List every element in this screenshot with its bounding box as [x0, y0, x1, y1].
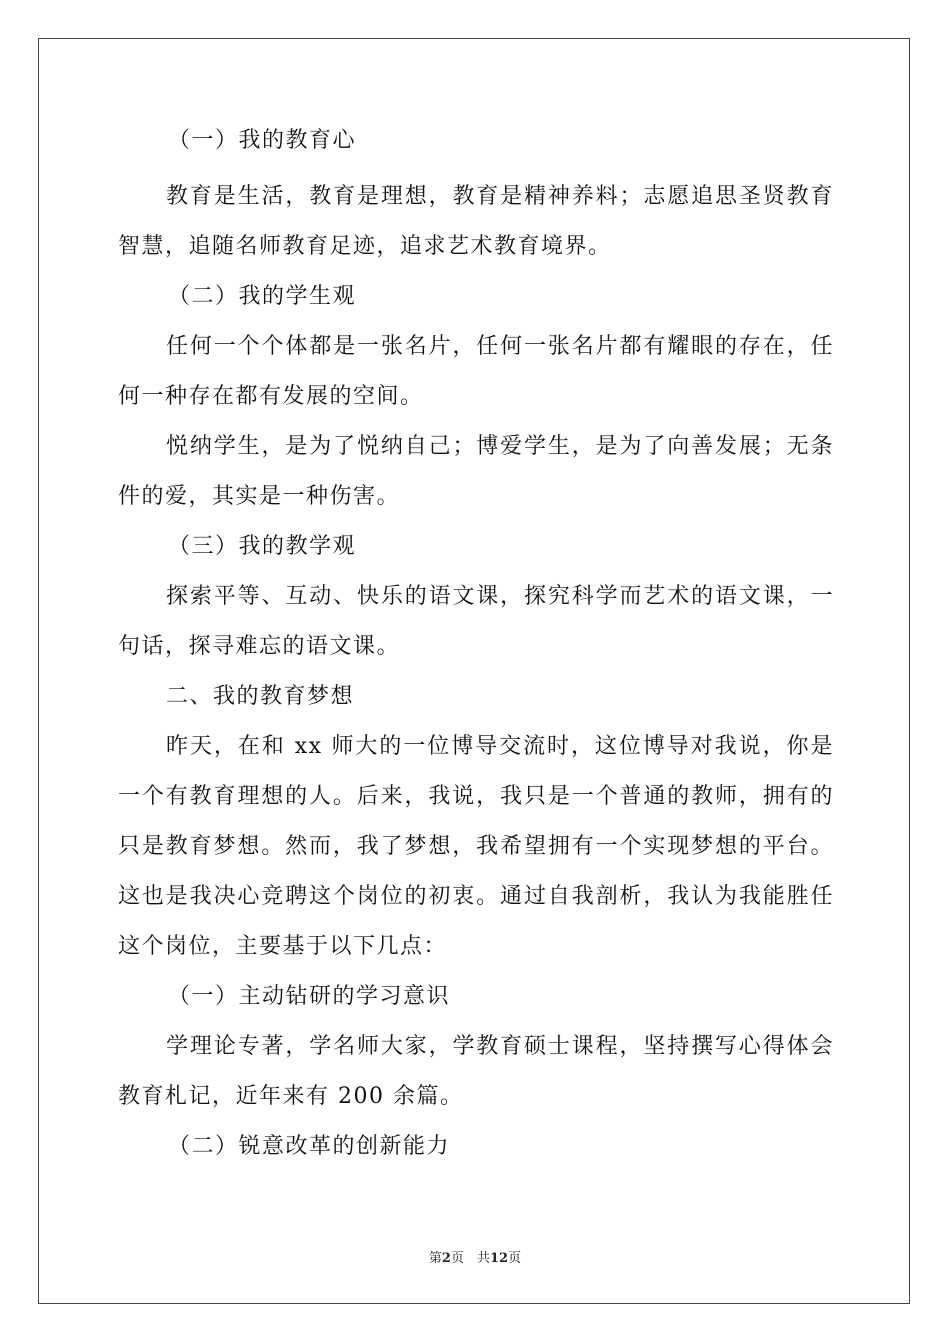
- footer-prefix: 第: [428, 1251, 442, 1266]
- paragraph-line: 一个有教育理想的人。后来，我说，我只是一个普通的教师，拥有的: [118, 784, 834, 809]
- footer-mid: 页 共: [450, 1251, 490, 1266]
- paragraph-line: 这个岗位，主要基于以下几点：: [118, 934, 448, 959]
- page-footer: [0, 1251, 950, 1267]
- paragraph-line: 任何一个个体都是一张名片，任何一张名片都有耀眼的存在，任: [166, 334, 834, 359]
- section-heading: （二）我的学生观: [168, 284, 357, 309]
- paragraph-line: 只是教育梦想。然而，我了梦想，我希望拥有一个实现梦想的平台。: [118, 834, 834, 859]
- paragraph-line: 昨天，在和 xx 师大的一位博导交流时，这位博导对我说，你是: [166, 734, 834, 759]
- section-heading: （二）锐意改革的创新能力: [168, 1134, 451, 1159]
- paragraph-line: 探索平等、互动、快乐的语文课，探究科学而艺术的语文课，一: [166, 584, 834, 609]
- footer-suffix: 页: [508, 1251, 522, 1266]
- paragraph-line: 何一种存在都有发展的空间。: [118, 384, 424, 409]
- paragraph-line: 教育是生活，教育是理想，教育是精神养料；志愿追思圣贤教育: [166, 184, 834, 209]
- paragraph-line: 智慧，追随名师教育足迹，追求艺术教育境界。: [118, 234, 612, 259]
- paragraph-line: 学理论专著，学名师大家，学教育硕士课程，坚持撰写心得体会: [166, 1034, 834, 1059]
- paragraph-line: 这也是我决心竞聘这个岗位的初衷。通过自我剖析，我认为我能胜任: [118, 884, 834, 909]
- current-page-number: 2: [441, 1251, 451, 1266]
- total-page-count: 12: [489, 1251, 509, 1266]
- paragraph-line: 教育札记，近年来有 200 余篇。: [118, 1084, 464, 1109]
- paragraph-line: 件的爱，其实是一种伤害。: [118, 484, 401, 509]
- section-heading: （三）我的教学观: [168, 534, 357, 559]
- section-heading: （一）主动钻研的学习意识: [168, 984, 451, 1009]
- paragraph-line: 句话，探寻难忘的语文课。: [118, 634, 401, 659]
- page-border: [38, 38, 910, 1304]
- paragraph-line: 悦纳学生，是为了悦纳自己；博爱学生，是为了向善发展；无条: [166, 434, 834, 459]
- section-heading: 二、我的教育梦想: [166, 684, 355, 709]
- section-heading: （一）我的教育心: [168, 128, 357, 153]
